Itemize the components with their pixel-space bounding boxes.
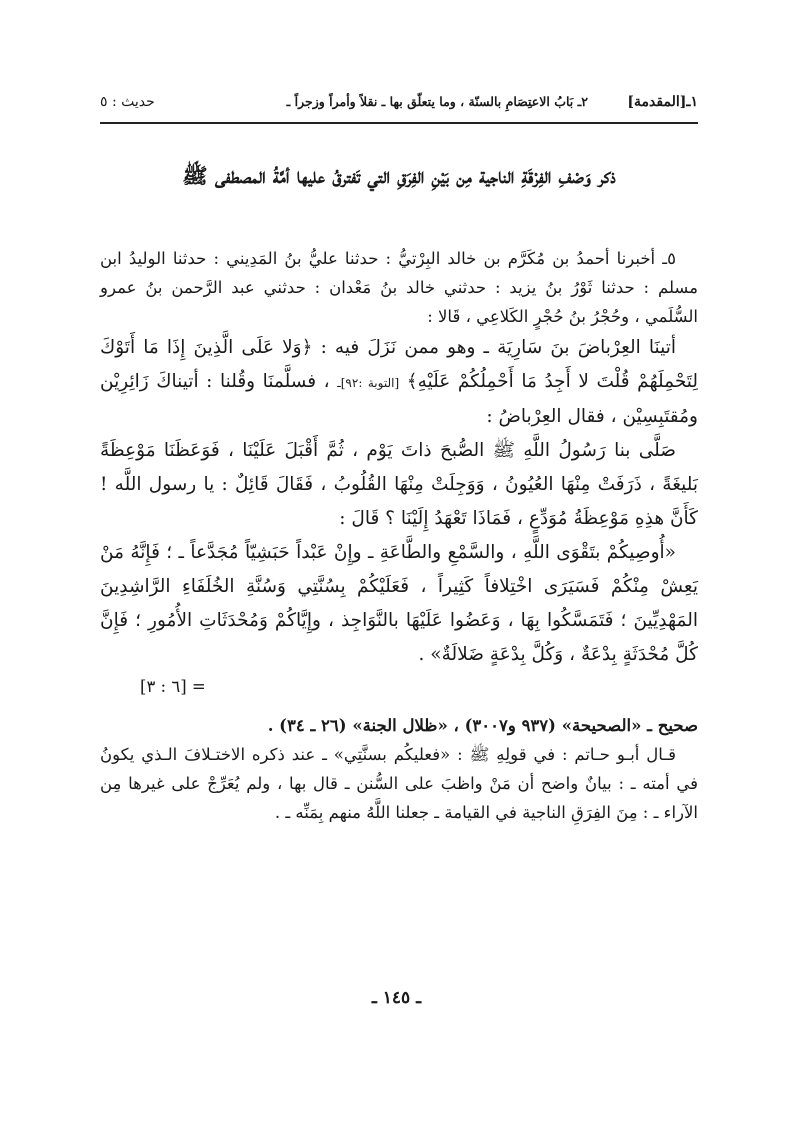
chapter-heading: ذكر وَصْفِ الفِرْقَةِ الناجية مِن بَيْنِ الفِرَقِ التي تَفترقُ عليها أمَّةُ المصطفى ﷺ — [182, 163, 616, 188]
narration-paragraph — [100, 331, 698, 434]
narration-continuation: ، فسلَّمنَا وقُلنا : أتيناكَ زَائِرِيْن ومُقتَبِسِيْن ، فقال العِرْباضُ : — [100, 371, 698, 427]
hadith-number: حديث : ٥ — [100, 94, 155, 110]
running-header — [100, 88, 698, 118]
quran-citation: [التوبة :٩٢]ـ — [337, 376, 400, 390]
hadith-paragraph: صَلَّى بنا رَسُولُ اللَّهِ ﷺ الصُّبحَ ذاتَ يَوْم ، ثُمَّ أَقْبَلَ عَلَيْنَا ، فَوَعَظَنَا مَوْعِظَةً بَليغَةً ، ذَرَفَتْ مِنْهَا العُيُونُ ، وَوَجِلَتْ مِنْهَا القُلُوبُ ، فَقَالَ قَائِلٌ : يا رسول اللَّه ! كَأَنَّ هذِهِ مَوْعِظَةُ مُوَدِّعٍ ، فَمَاذَا تَعْهَدُ إِلَيْنَا ؟ قَالَ : — [100, 440, 698, 529]
chapter-label: ١ـ[المقدمة] — [627, 94, 698, 110]
commentary-paragraph: قـال أبـو حـاتم : في قولِهِ ﷺ : «فعليكُم بسنَّتِي» ـ عند ذكره الاختـلافَ الـذي يكونُ في أمته ـ : بيانٌ واضح أن مَنْ واظبَ على السُّنن ـ قال بها ، ولم يُعَرِّجْ على غيرها مِن الآراء ـ : مِنَ الفِرَقِ الناجية في القيامة ـ جعلنا اللَّهُ منهم بِمَنِّه ـ . — [100, 745, 699, 822]
quran-verse: أتينَا العِرْباضَ بنَ سَارِيَة ـ وهو ممن نَزَلَ فيه : ﴿وَلا عَلَى الَّذِينَ إِذَا مَا أَتَوْكَ لِتَحْمِلَهُمْ قُلْتَ لا أَجِدُ مَا أَحْمِلُكُمْ عَلَيْهِ﴾ — [100, 337, 698, 392]
grading-line: صحيح ـ «الصحيحة» (٩٣٧ و٣٠٠٧) ، «ظلال الجنة» (٢٦ ـ ٣٤) . — [267, 716, 698, 735]
isnad-paragraph: ٥ـ أخبرنا أحمدُ بن مُكَرَّم بن خالد البِرْتيُّ : حدثنا عليُّ بنُ المَدِيني : حدثنا الوليدُ ابن مسلم : حدثنا ثَوْرُ بنُ يزيد : حدثني خالد بنُ مَعْدان : حدثني عبد الرَّحمن بنُ عمرو السُّلَمي ، وحُجْرُ بنُ حُجْرٍ الكَلاعِي ، قَالا : — [100, 249, 698, 326]
body-text — [100, 244, 698, 827]
section-title: ٢ـ بَابُ الاعتِصَامِ بالسنّة ، وما يتعلّق بها ـ نقلاً وأمراً وزجراً ـ — [286, 94, 588, 109]
page-number: ـ ١٤٥ ـ — [371, 988, 422, 1008]
header-divider — [100, 122, 698, 124]
prophetic-saying: «أُوصِيكُمْ بتَقْوَى اللَّهِ ، والسَّمْعِ والطَّاعَةِ ـ وإِنْ عَبْداً حَبَشِيّاً مُجَدَّعاً ـ ؛ فَإِنَّهُ مَنْ يَعِشْ مِنْكُمْ فَسَيَرَى اخْتِلافاً كَثِيراً ، فَعَلَيْكُمْ بِسُنَّتِي وَسُنَّةِ الخُلَفَاءِ الرَّاشِدِينَ المَهْدِيِّينَ ؛ فَتَمَسَّكُوا بِهَا ، وَعَضُوا عَلَيْهَا بالنَّوَاجِذ ، وإِيَّاكُمْ وَمُحْدَثَاتِ الأُمُورِ ؛ فَإِنَّ كُلَّ مُحْدَثَةٍ بِدْعَةٌ ، وَكُلَّ بِدْعَةٍ ضَلالَةٌ» . — [100, 542, 698, 665]
reference-number: [٦ : ٣] = — [140, 677, 206, 696]
